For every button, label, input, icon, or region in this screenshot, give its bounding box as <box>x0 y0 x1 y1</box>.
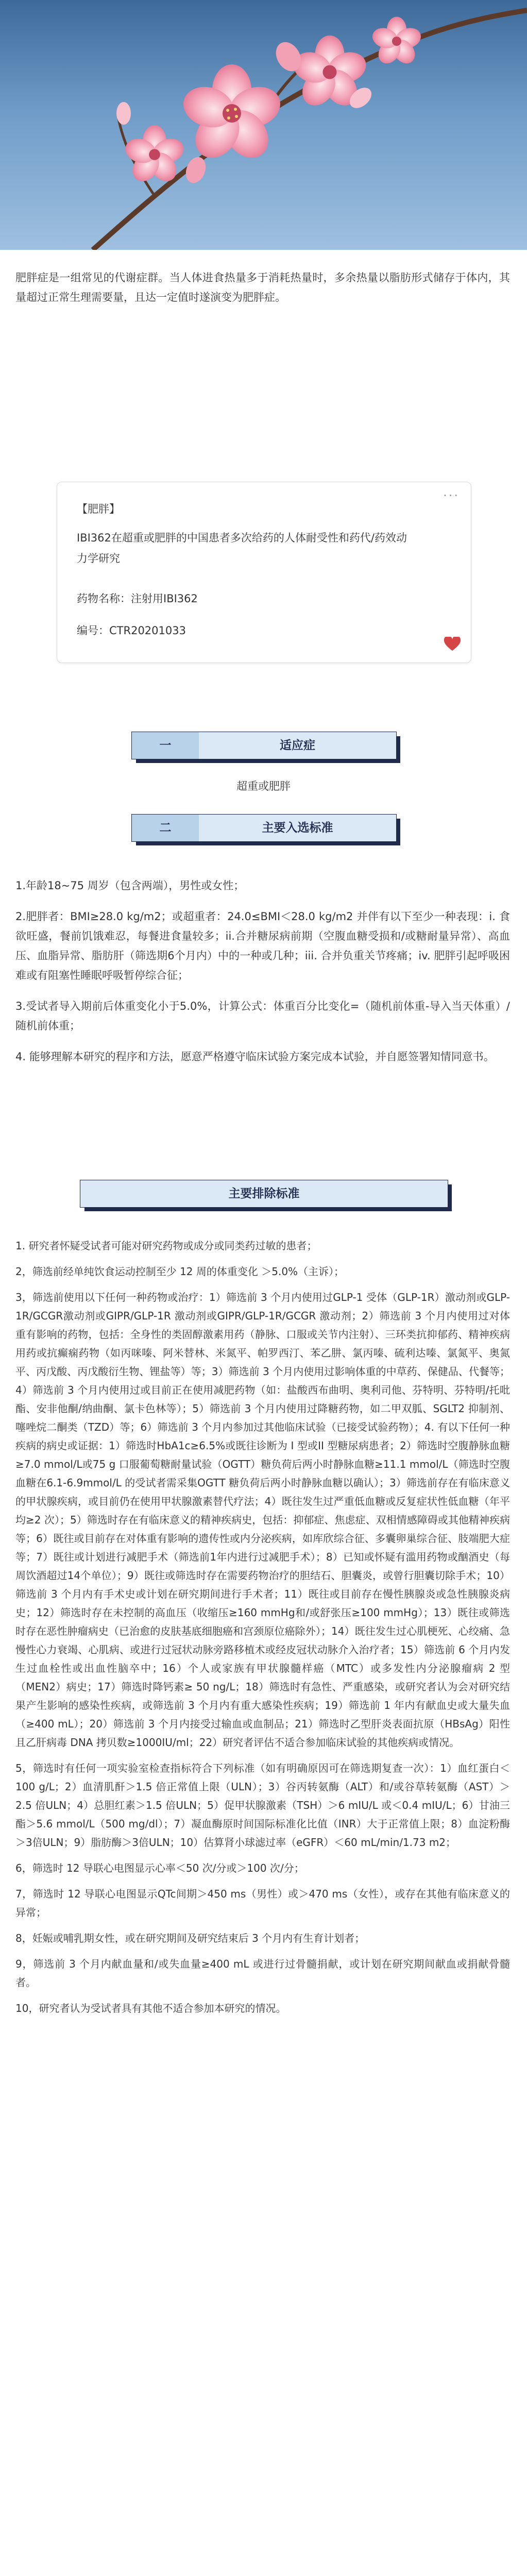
section-header-inclusion <box>131 814 397 842</box>
inclusion-item: 3.受试者导入期前后体重变化小于5.0%，计算公式：体重百分比变化=（随机前体重-导入当天体重）/随机前体重； <box>15 1000 510 1032</box>
indication-text: 超重或肥胖 <box>236 780 291 792</box>
hero-image <box>0 0 527 250</box>
section-number: 一 <box>132 732 199 759</box>
exclusion-item: 5，筛选时有任何一项实验室检查指标符合下列标准（如有明确原因可在筛选期复查一次）：1）血红蛋白＜100 g/L；2）血清肌酐＞1.5 倍正常值上限（ULN）；3）谷丙转氨酶（ALT）和/或谷草转氨酶（AST）＞2.5 倍ULN；4）总胆红素＞1.5 倍ULN；5）促甲状腺激素（TSH）＞6 mIU/L 或＜0.4 mIU/L；6）甘油三酯＞5.6 mmol/L（500 mg/dl）；7）凝血酶原时间国际标准化比值（INR）大于正常值上限；8）血淀粉酶＞3倍ULN；9）脂肪酶＞3倍ULN；10）估算肾小球滤过率（eGFR）＜60 mL/min/1.73 m2； <box>15 1762 510 1849</box>
exclusion-item: 7，筛选时 12 导联心电图显示QTc间期＞450 ms（男性）或＞470 ms（女性），或存在其他有临床意义的异常； <box>15 1888 510 1919</box>
heart-icon[interactable] <box>444 637 461 653</box>
section-header-indication <box>131 732 397 759</box>
exclusion-item: 9，筛选前 3 个月内献血量和/或失血量≥400 mL 或进行过骨髓捐献，或计划在研究期间献血或捐献骨髓者。 <box>15 1958 510 1989</box>
study-card[interactable] <box>57 482 471 663</box>
exclusion-item: 3，筛选前使用以下任何一种药物或治疗：1）筛选前 3 个月内使用过GLP-1 受体（GLP-1R）激动剂或GLP-1R/GCGR激动剂或GIPR/GLP-1R 激动剂或GIPR/GLP-1R/GCGR 激动剂；2）筛选前 3 个月内使用过对体重有影响的药物，包括：全身性的类固醇激素用药（静脉、口服或关节内注射）、三环类抗抑郁药、精神疾病用药或抗癫痫药物（如丙咪嗪、阿米替林、米氮平、帕罗西汀、苯乙肼、氯丙嗪、硫利达嗪、氯氮平、奥氮平、丙戊酸、丙戊酸衍生物、锂盐等）等；3）筛选前 3 个月内使用过影响体重的中草药、保健品、代餐等；4）筛选前 3 个月内使用过或目前正在使用减肥药物（如：盐酸西布曲明、奥利司他、芬特明、芬特明/托吡酯、安非他酮/纳曲酮、氯卡色林等）；5）筛选前 3 个月内使用过降糖药物，如二甲双胍、SGLT2 抑制剂、噻唑烷二酮类（TZD）等；6）筛选前 3 个月内参加过其他临床试验（已接受试验药物）；4. 有以下任何一种疾病的病史或证据：1）筛选时HbA1c≥6.5%或既往诊断为 I 型或II 型糖尿病患者；2）筛选时空腹静脉血糖≥7.0 mmol/L或75 g 口服葡萄糖耐量试验（OGTT）糖负荷后两小时静脉血糖≥11.1 mmol/L（筛选时空腹血糖在6.1-6.9mmol/L 的受试者需采集OGTT 糖负荷后两小时静脉血糖以确认）；3）筛选前存在有临床意义的甲状腺疾病，或目前仍在使用甲状腺激素替代疗法；4）既往发生过严重低血糖或反复症状性低血糖（年平均≥2 次）；5）筛选时存在有临床意义的精神疾病史，包括：抑郁症、焦虑症、双相情感障碍或其他精神疾病等；6）既往或目前存在对体重有影响的遗传性或内分泌疾病，如库欣综合征、多囊卵巢综合征、肢端肥大症等；7）既往或计划进行减肥手术（筛选前1年内进行过减肥手术）；8）已知或怀疑有滥用药物或酗酒史（每周饮酒超过14个单位）；9）既往或筛选时存在需要药物治疗的胆结石、胆囊炎，或曾行胆囊切除手术；10）筛选前 3 个月内有手术史或计划在研究期间进行手术者；11）既往或目前存在慢性胰腺炎或急性胰腺炎病史；12）筛选时存在未控制的高血压（收缩压≥160 mmHg和/或舒张压≥100 mmHg）；13）既往或筛选时存在恶性肿瘤病史（已治愈的皮肤基底细胞癌和宫颈原位癌除外）；14）既往发生过心肌梗死、心绞痛、急慢性心力衰竭、心肌病、或进行过冠状动脉旁路移植术或经皮冠状动脉介入治疗者；15）筛选前 6 个月内发生过血栓性或出血性脑卒中；16）个人或家族有甲状腺髓样癌（MTC）或多发性内分泌腺瘤病 2 型（MEN2）病史；17）筛选时降钙素≥ 50 ng/L；18）筛选时有急性、严重感染，或研究者认为会对研究结果产生影响的感染性疾病，或筛选前 3 个月内有重大感染性疾病；19）筛选前 1 年内有献血史或大量失血（≥400 mL）；20）筛选前 3 个月内接受过输血或血制品；21）筛选时乙型肝炎表面抗原（HBsAg）阳性且乙肝病毒 DNA 拷贝数≥1000IU/ml；22）研究者评估不适合参加临床试验的其他疾病或情况。 <box>15 1291 510 1749</box>
exclusion-item: 8，妊娠或哺乳期女性，或在研究期间及研究结束后 3 个月内有生育计划者； <box>15 1932 365 1944</box>
peach-blossom-illustration <box>0 0 527 250</box>
section-header-exclusion <box>80 1180 448 1208</box>
section-label: 适应症 <box>199 732 396 759</box>
more-options-icon[interactable]: ··· <box>443 488 460 503</box>
exclusion-item: 10，研究者认为受试者具有其他不适合参加本研究的情况。 <box>15 2002 286 2014</box>
study-tag: 【肥胖】 <box>77 503 120 515</box>
exclusion-item: 2，筛选前经单纯饮食运动控制至少 12 周的体重变化 ＞5.0%（主诉）； <box>15 1265 345 1278</box>
study-registration: 编号：CTR20201033 <box>77 624 186 637</box>
intro-paragraph: 肥胖症是一组常见的代谢症群。当人体进食热量多于消耗热量时，多余热量以脂肪形式储存于体内，其量超过正常生理需要量，且达一定值时遂演变为肥胖症。 <box>15 272 510 303</box>
exclusion-item: 1. 研究者怀疑受试者可能对研究药物或成分或同类药过敏的患者； <box>15 1240 317 1252</box>
inclusion-item: 1.年龄18~75 周岁（包含两端），男性或女性； <box>15 879 245 892</box>
inclusion-list <box>15 876 510 1066</box>
study-drug: 药物名称：注射用IBI362 <box>77 592 198 605</box>
inclusion-item: 4. 能够理解本研究的程序和方法，愿意严格遵守临床试验方案完成本试验，并自愿签署知情同意书。 <box>15 1050 495 1063</box>
inclusion-item: 2.肥胖者：BMI≥28.0 kg/m2；或超重者：24.0≤BMI＜28.0 kg/m2 并伴有以下至少一种表现：i. 食欲旺盛，餐前饥饿难忍，每餐进食量较多；ii.合并糖尿病前期（空腹血糖受损和/或糖耐量异常）、高血压、血脂异常、脂肪肝（筛选期6个月内）中的一种或几种；iii. 合并负重关节疼痛；iv. 肥胖引起呼吸困难或有阻塞性睡眠呼吸暂停综合征； <box>15 910 510 981</box>
section-label: 主要排除标准 <box>80 1180 448 1207</box>
exclusion-item: 6，筛选时 12 导联心电图显示心率＜50 次/分或＞100 次/分； <box>15 1862 304 1874</box>
study-title: IBI362在超重或肥胖的中国患者多次给药的人体耐受性和药代/药效动力学研究 <box>77 532 407 565</box>
section-label: 主要入选标准 <box>199 815 396 841</box>
exclusion-list <box>15 1236 510 2018</box>
section-number: 二 <box>132 815 199 841</box>
